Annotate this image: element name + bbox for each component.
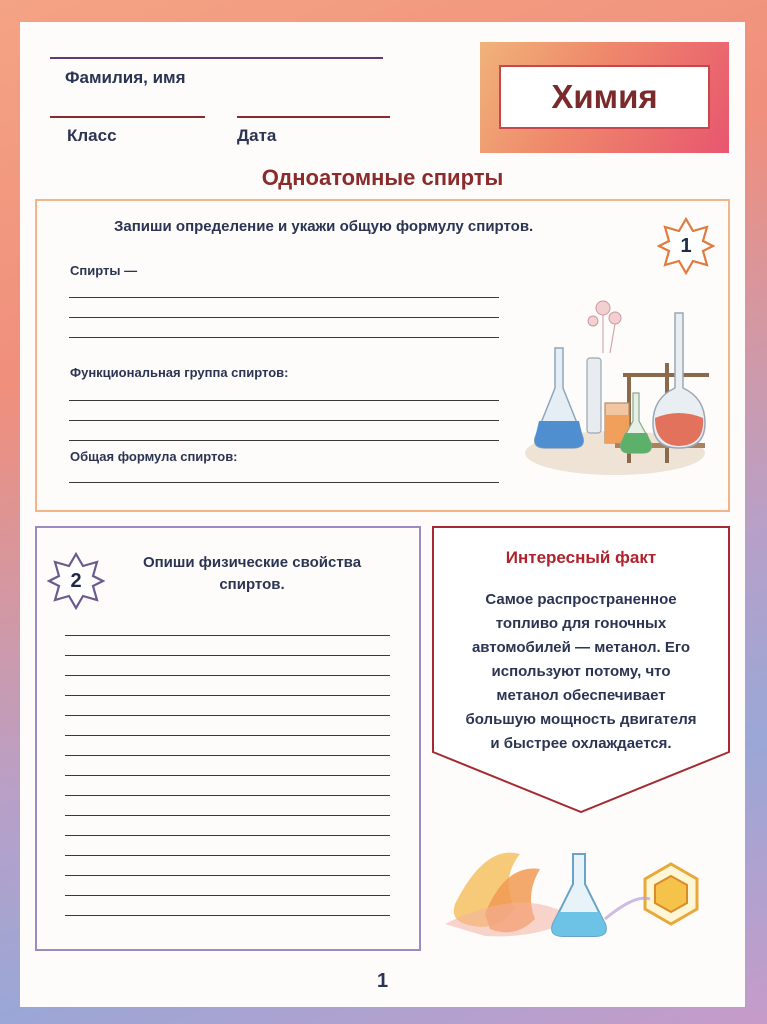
fact-line: используют потому, что [491, 663, 671, 680]
fact-line: автомобилей — метанол. Его [471, 639, 691, 656]
answer-line[interactable] [65, 875, 390, 876]
answer-line[interactable] [69, 337, 499, 338]
subject-title: Химия [499, 65, 710, 129]
name-label: Фамилия, имя [65, 68, 186, 87]
answer-line[interactable] [69, 440, 499, 441]
fact-line: Самое распространенное [485, 591, 677, 608]
fact-line: топливо для гоночных [495, 615, 667, 632]
answer-line[interactable] [69, 482, 499, 483]
subject-banner [480, 42, 729, 153]
answer-line[interactable] [65, 775, 390, 776]
page-number: 1 [376, 970, 389, 992]
section1-number-badge [657, 217, 715, 275]
answer-line[interactable] [65, 675, 390, 676]
fact-line: и быстрее охлаждается. [490, 735, 672, 752]
answer-line[interactable] [69, 400, 499, 401]
answer-line[interactable] [65, 835, 390, 836]
section1-number: 1 [680, 234, 692, 257]
answer-line[interactable] [65, 695, 390, 696]
section-physical-properties [35, 526, 421, 951]
answer-line[interactable] [69, 420, 499, 421]
definition-label: Спирты — [70, 263, 138, 278]
functional-group-label: Функциональная группа спиртов: [70, 365, 289, 380]
answer-line[interactable] [65, 715, 390, 716]
page-title: Одноатомные спирты [261, 165, 504, 190]
class-underline [50, 116, 205, 118]
answer-line[interactable] [65, 855, 390, 856]
answer-line[interactable] [65, 895, 390, 896]
fact-line: большую мощность двигателя [465, 711, 697, 728]
worksheet-page [20, 22, 745, 1007]
class-label: Класс [67, 126, 117, 145]
fact-title: Интересный факт [505, 548, 657, 567]
date-label: Дата [237, 126, 277, 145]
answer-line[interactable] [69, 317, 499, 318]
section1-heading: Запиши определение и укажи общую формулу спиртов. [114, 218, 534, 235]
answer-line[interactable] [65, 815, 390, 816]
fact-line: метанол обеспечивает [496, 687, 666, 704]
answer-line[interactable] [65, 755, 390, 756]
answer-line[interactable] [69, 297, 499, 298]
name-underline [50, 57, 383, 59]
section2-heading-line1: Опиши физические свойства [142, 554, 362, 571]
interesting-fact-box [432, 526, 730, 813]
section2-heading-line2: спиртов. [219, 576, 285, 593]
answer-line[interactable] [65, 735, 390, 736]
answer-line[interactable] [65, 795, 390, 796]
section-definition [35, 199, 730, 512]
general-formula-label: Общая формула спиртов: [70, 449, 238, 464]
answer-line[interactable] [65, 915, 390, 916]
chemistry-decoration-illustration [445, 824, 715, 949]
section2-number: 2 [70, 569, 82, 592]
fact-text [446, 588, 716, 756]
answer-line[interactable] [65, 635, 390, 636]
lab-glassware-illustration [515, 293, 715, 478]
answer-line[interactable] [65, 655, 390, 656]
section2-heading [97, 552, 407, 596]
date-underline [237, 116, 390, 118]
